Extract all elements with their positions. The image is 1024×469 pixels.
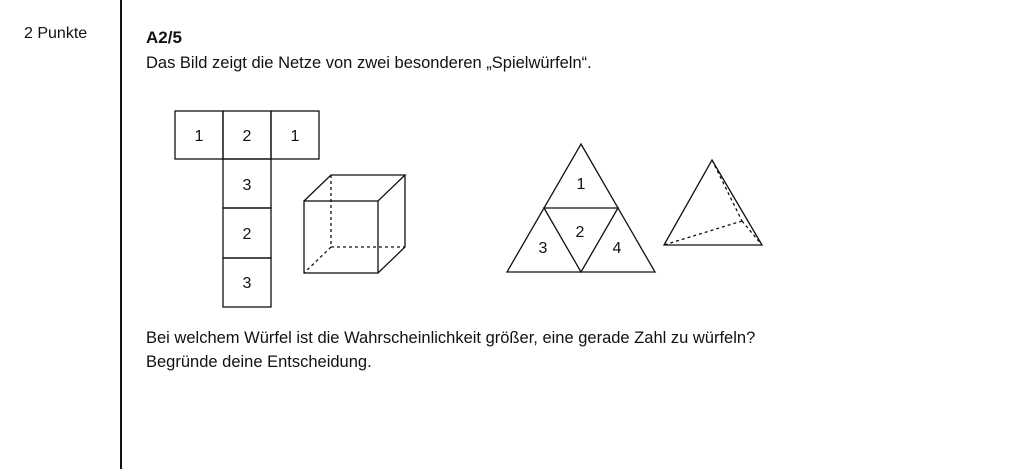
cube-net-label: 1 [290,128,300,145]
cube-net-label: 3 [242,275,252,292]
tetra-net-label: 3 [538,240,548,257]
cube-net-label: 1 [194,128,204,145]
task-intro: Das Bild zeigt die Netze von zwei besonderen „Spielwürfeln“. [146,54,592,72]
cube-net-label: 3 [242,177,252,194]
cube-net-labels [195,128,300,292]
task-id: A2/5 [146,28,182,47]
question-line: Begründe deine Entscheidung. [146,353,372,371]
task-question [146,326,755,374]
question-line: Bei welchem Würfel ist die Wahrscheinlichkeit größer, eine gerade Zahl zu würfeln? [146,329,756,347]
tetra-net-label: 2 [575,224,585,241]
tetra-net [507,144,655,272]
tetra-net-labels [539,176,622,257]
tetra-net-label: 4 [612,240,622,257]
points-label: 2 Punkte [24,25,88,42]
cube-drawing [304,175,405,273]
cube-net-label: 2 [242,128,252,145]
tetrahedron-drawing [664,160,762,245]
cube-net-label: 2 [242,226,252,243]
tetra-net-label: 1 [576,176,586,193]
